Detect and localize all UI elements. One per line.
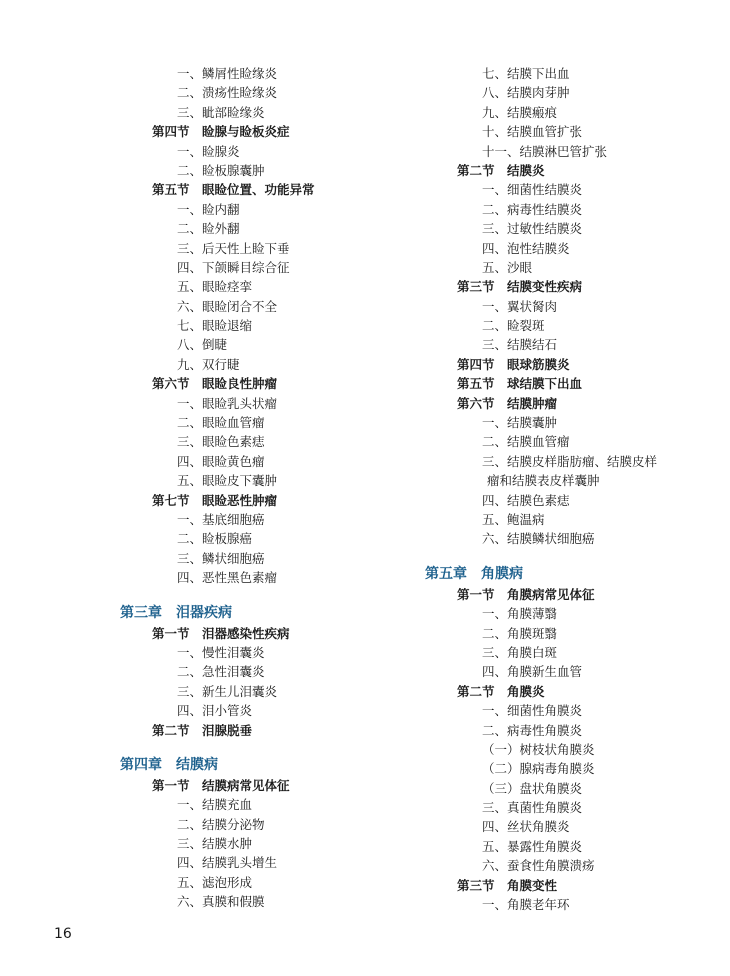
toc-section: 第五节 眼睑位置、功能异常 (152, 182, 315, 198)
toc-item: 三、角膜白斑 (482, 644, 558, 660)
toc-item: 四、结膜乳头增生 (177, 855, 278, 871)
toc-item: 三、鳞状细胞癌 (177, 550, 265, 566)
toc-item: 三、真菌性角膜炎 (482, 800, 583, 816)
toc-section: 第五节 球结膜下出血 (457, 376, 583, 392)
toc-item: 二、病毒性角膜炎 (482, 722, 583, 738)
toc-item: 四、下颌瞬目综合征 (177, 259, 290, 275)
toc-item: 三、新生儿泪囊炎 (177, 683, 278, 699)
toc-section: 第二节 结膜炎 (457, 162, 545, 178)
toc-item: 五、眼睑痉挛 (177, 279, 253, 295)
toc-item: 一、细菌性角膜炎 (482, 703, 583, 719)
toc-sub: （二）腺病毒角膜炎 (482, 761, 595, 777)
toc-item: 三、过敏性结膜炎 (482, 221, 583, 237)
toc-item: 七、眼睑退缩 (177, 318, 253, 334)
toc-section: 第四节 睑腺与睑板炎症 (152, 124, 290, 140)
toc-item: 五、沙眼 (482, 259, 533, 275)
toc-item: 二、睑板腺癌 (177, 531, 253, 547)
toc-section: 第六节 眼睑良性肿瘤 (152, 376, 278, 392)
toc-cont: 瘤和结膜表皮样囊肿 (487, 473, 600, 489)
toc-item: 四、泡性结膜炎 (482, 240, 570, 256)
toc-item: 一、睑腺炎 (177, 143, 240, 159)
toc-chapter: 第五章 角膜病 (425, 565, 523, 582)
toc-item: 一、眼睑乳头状瘤 (177, 395, 278, 411)
toc-section: 第六节 结膜肿瘤 (457, 395, 558, 411)
toc-left-column (120, 64, 440, 912)
toc-item: 二、睑裂斑 (482, 318, 545, 334)
page-number: 16 (54, 926, 72, 942)
toc-item: 九、双行睫 (177, 356, 240, 372)
toc-item: 三、眼睑色素痣 (177, 434, 265, 450)
toc-section: 第一节 结膜病常见体征 (152, 777, 290, 793)
toc-item: 二、结膜分泌物 (177, 816, 265, 832)
toc-item: 三、眦部睑缘炎 (177, 104, 265, 120)
toc-item: 三、结膜结石 (482, 337, 558, 353)
toc-item: 一、鳞屑性睑缘炎 (177, 66, 278, 81)
toc-item: 二、角膜斑翳 (482, 625, 558, 641)
toc-item: 一、基底细胞癌 (177, 511, 265, 527)
toc-item: 四、丝状角膜炎 (482, 819, 570, 835)
toc-sub: （三）盘状角膜炎 (482, 780, 583, 796)
toc-section: 第七节 眼睑恶性肿瘤 (152, 492, 278, 508)
toc-item: 五、暴露性角膜炎 (482, 838, 583, 854)
toc-item: 二、急性泪囊炎 (177, 664, 265, 680)
toc-item: 一、结膜囊肿 (482, 415, 558, 431)
toc-section: 第一节 泪器感染性疾病 (152, 625, 290, 641)
toc-chapter: 第四章 结膜病 (120, 756, 218, 773)
toc-item: 四、泪小管炎 (177, 703, 253, 719)
toc-item: 八、结膜肉芽肿 (482, 85, 570, 101)
toc-item: 二、病毒性结膜炎 (482, 201, 583, 217)
toc-sub: （一）树枝状角膜炎 (482, 741, 595, 757)
toc-item: 一、角膜老年环 (482, 897, 570, 913)
toc-item: 四、结膜色素痣 (482, 492, 570, 508)
toc-right-column (425, 64, 730, 914)
toc-section: 第三节 结膜变性疾病 (457, 279, 583, 295)
toc-item: 一、细菌性结膜炎 (482, 182, 583, 198)
toc-item: 三、结膜水肿 (177, 836, 253, 852)
toc-item: 六、真膜和假膜 (177, 894, 265, 910)
toc-item: 二、眼睑血管瘤 (177, 415, 265, 431)
toc-item: 二、睑外翻 (177, 221, 240, 237)
toc-item: 五、滤泡形成 (177, 874, 253, 890)
toc-section: 第一节 角膜病常见体征 (457, 586, 595, 602)
toc-item: 六、蚕食性角膜溃疡 (482, 858, 595, 874)
toc-item: 一、翼状胬肉 (482, 298, 558, 314)
toc-item: 五、眼睑皮下囊肿 (177, 473, 278, 489)
toc-item: 八、倒睫 (177, 337, 228, 353)
toc-chapter: 第三章 泪器疾病 (120, 604, 232, 621)
toc-item: 一、慢性泪囊炎 (177, 644, 265, 660)
toc-item: 四、眼睑黄色瘤 (177, 453, 265, 469)
toc-item: 六、眼睑闭合不全 (177, 298, 278, 314)
toc-item: 六、结膜鳞状细胞癌 (482, 531, 595, 547)
toc-item: 三、结膜皮样脂肪瘤、结膜皮样 (482, 453, 658, 469)
toc-section: 第三节 角膜变性 (457, 877, 558, 893)
toc-item: 二、结膜血管瘤 (482, 434, 570, 450)
toc-item: 三、后天性上睑下垂 (177, 240, 290, 256)
toc-section: 第二节 泪腺脱垂 (152, 722, 253, 738)
toc-item: 四、恶性黑色素瘤 (177, 570, 278, 586)
toc-item: 十一、结膜淋巴管扩张 (482, 143, 608, 159)
toc-section: 第二节 角膜炎 (457, 683, 545, 699)
toc-item: 一、角膜薄翳 (482, 606, 558, 622)
toc-item: 一、结膜充血 (177, 797, 253, 813)
toc-item: 一、睑内翻 (177, 201, 240, 217)
toc-item: 四、角膜新生血管 (482, 664, 583, 680)
toc-item: 九、结膜瘢痕 (482, 104, 558, 120)
toc-section: 第四节 眼球筋膜炎 (457, 356, 570, 372)
toc-item: 五、鲍温病 (482, 511, 545, 527)
toc-item: 七、结膜下出血 (482, 66, 570, 81)
toc-item: 二、溃疡性睑缘炎 (177, 85, 278, 101)
toc-item: 十、结膜血管扩张 (482, 124, 583, 140)
toc-item: 二、睑板腺囊肿 (177, 162, 265, 178)
